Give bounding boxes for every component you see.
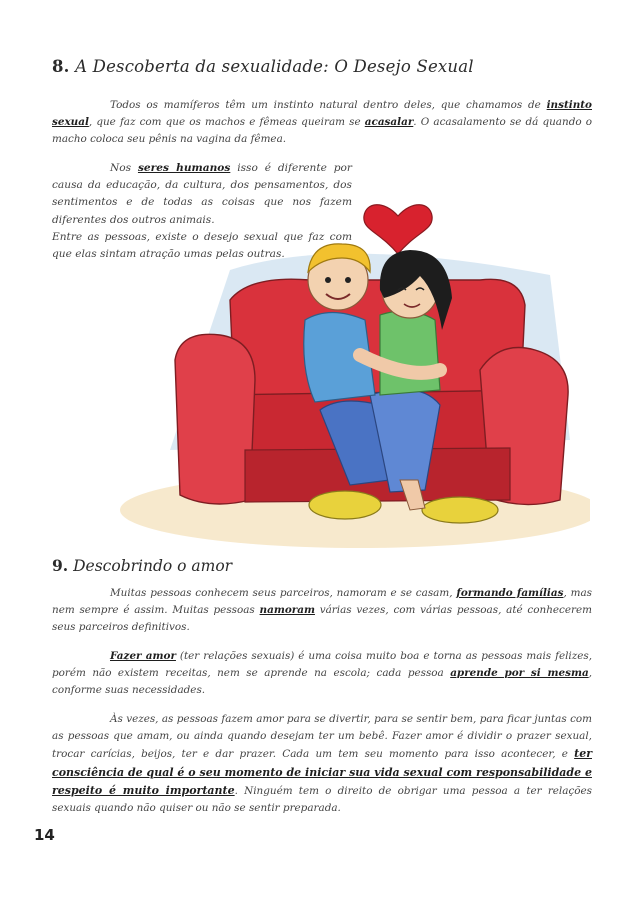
text-run: isso é diferente por causa da educação, da cultura, dos pensamentos, dos sentimentos e de todas as coisas que nos fazem diferentes dos outros animais. [52, 162, 352, 226]
sofa-left-arm [175, 334, 255, 504]
section-8-number: 8. [52, 57, 70, 76]
emphasis-seres-humanos: seres humanos [137, 162, 231, 174]
heart-icon [364, 205, 432, 254]
text-run: , mas nem sempre é assim. Muitas pessoas [52, 587, 592, 617]
page-number: 14 [34, 826, 55, 844]
emphasis-fazer-amor: Fazer amor [110, 650, 176, 662]
paragraph-couples [52, 585, 592, 637]
text-run: Todos os mamíferos têm um instinto natural dentro deles, que chamamos de [110, 99, 547, 111]
paragraph-instinct [52, 97, 592, 149]
girl-shoe [422, 497, 498, 523]
section-9-heading [52, 556, 232, 575]
text-run: , conforme suas necessidades. [52, 667, 592, 697]
section-8-heading [52, 57, 474, 76]
text-run: . O acasalamento se dá quando o macho coloca seu pênis na vagina da fêmea. [52, 116, 592, 146]
emphasis-instinto-sexual: instinto sexual [52, 99, 592, 129]
section-8-title: A Descoberta da sexualidade: O Desejo Sexual [75, 57, 474, 76]
paragraph-responsibility [52, 711, 592, 817]
text-run: . Ninguém tem o direito de obrigar uma pessoa a ter relações sexuais quando não quiser ou não se sentir preparada. [52, 784, 593, 815]
emphasis-acasalar: acasalar [364, 116, 414, 129]
text-run: Às vezes, as pessoas fazem amor para se divertir, para se sentir bem, para ficar juntas com as pessoas que amam, ou ainda quando desejam ter um bebê. Fazer amor é dividir o prazer sexual, trocar carícias, beijos, ter e dar prazer. Cada um tem seu momento para isso acontecer, e [52, 713, 592, 761]
paragraph-making-love [52, 648, 592, 700]
emphasis-namoram: namoram [259, 604, 315, 617]
text-run: Entre as pessoas, existe o desejo sexual que faz com que elas sintam atração umas pelas outras. [52, 230, 352, 261]
emphasis-aprende-por-si-mesma: aprende por si mesma [450, 667, 589, 680]
section-9-number: 9. [52, 556, 69, 575]
boy-eye [325, 277, 331, 283]
text-run: Muitas pessoas conhecem seus parceiros, namoram e se casam, [110, 587, 457, 599]
section-9-title: Descobrindo o amor [73, 557, 233, 575]
emphasis-formando-familias: formando famílias [456, 587, 564, 599]
text-run: (ter relações sexuais) é uma coisa muito boa e torna as pessoas mais felizes, porém não existem receitas, nem se aprende na escola; cada pessoa [52, 650, 592, 680]
text-run: Nos [110, 162, 138, 174]
girl-shirt [380, 311, 440, 395]
couple-on-sofa-illustration [80, 180, 590, 555]
boy-eye [345, 277, 351, 283]
text-run: , que faz com que os machos e fêmeas queiram se [88, 116, 365, 129]
boy-shoe [309, 491, 381, 519]
emphasis-responsabilidade: ter consciência de qual é o seu momento de iniciar sua vida sexual com responsabilidade e respeito é muito importante [52, 747, 592, 797]
text-run: várias vezes, com várias pessoas, até conhecerem seus parceiros definitivos. [52, 604, 592, 634]
